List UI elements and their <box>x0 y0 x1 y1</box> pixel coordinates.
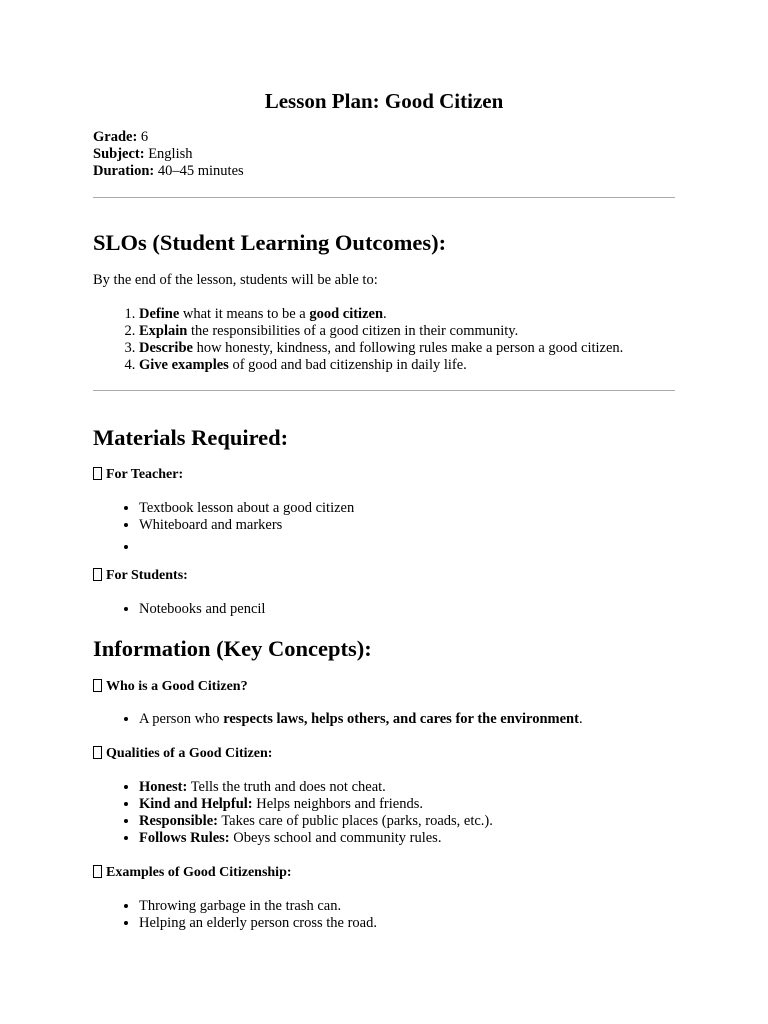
missing-glyph-icon <box>93 746 102 759</box>
who-subheading: Who is a Good Citizen? <box>93 678 248 695</box>
information-heading: Information (Key Concepts): <box>93 636 372 661</box>
list-item: 3. Describe how honesty, kindness, and following rules make a person a good citizen. <box>139 340 623 357</box>
list-item: • Kind and Helpful: Helps neighbors and friends. <box>139 796 493 813</box>
divider <box>93 390 675 391</box>
list-item: • Honest: Tells the truth and does not cheat. <box>139 779 493 796</box>
missing-glyph-icon <box>93 865 102 878</box>
qualities-list <box>93 779 493 847</box>
list-item: • Responsible: Takes care of public places (parks, roads, etc.). <box>139 813 493 830</box>
slos-heading: SLOs (Student Learning Outcomes): <box>93 230 447 255</box>
list-item: 2. Explain the responsibilities of a good citizen in their community. <box>139 323 623 340</box>
list-item: • Throwing garbage in the trash can. <box>139 898 377 915</box>
who-list <box>93 711 583 728</box>
divider <box>93 197 675 198</box>
examples-list <box>93 898 377 932</box>
materials-heading: Materials Required: <box>93 425 289 450</box>
meta-grade: Grade: 6 <box>93 129 149 145</box>
list-item: • Follows Rules: Obeys school and community rules. <box>139 830 493 847</box>
slos-intro: By the end of the lesson, students will be able to: <box>93 272 378 288</box>
students-materials-list <box>93 601 265 618</box>
slos-list <box>93 306 623 374</box>
page-title: Lesson Plan: Good Citizen <box>264 89 504 113</box>
list-item: • Helping an elderly person cross the road. <box>139 915 377 932</box>
qualities-subheading: Qualities of a Good Citizen: <box>93 745 272 762</box>
examples-subheading: Examples of Good Citizenship: <box>93 864 292 881</box>
list-item: • Whiteboard and markers <box>139 517 354 534</box>
missing-glyph-icon <box>93 568 102 581</box>
list-item: • Notebooks and pencil <box>139 601 265 618</box>
meta-subject: Subject: English <box>93 146 193 162</box>
teacher-subheading: For Teacher: <box>93 466 183 483</box>
missing-glyph-icon <box>93 679 102 692</box>
missing-glyph-icon <box>93 467 102 480</box>
teacher-materials-list <box>93 500 354 556</box>
lesson-meta <box>93 129 244 180</box>
list-item: • A person who respects laws, helps others, and cares for the environment. <box>139 711 583 728</box>
list-item <box>139 534 354 556</box>
students-subheading: For Students: <box>93 567 188 584</box>
list-item: 4. Give examples of good and bad citizenship in daily life. <box>139 357 623 374</box>
meta-duration: Duration: 40–45 minutes <box>93 163 244 179</box>
list-item: • Textbook lesson about a good citizen <box>139 500 354 517</box>
list-item: 1. Define what it means to be a good citizen. <box>139 306 623 323</box>
